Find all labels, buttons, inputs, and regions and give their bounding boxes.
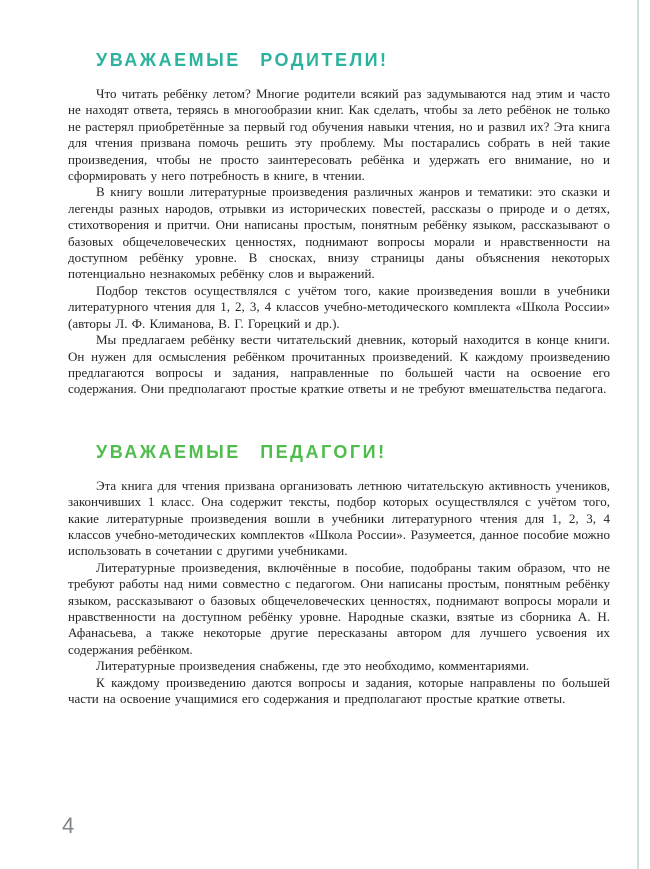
section-teachers xyxy=(68,442,610,708)
paragraph: Что читать ребёнку летом? Многие родители всякий раз задумываются над этим и часто не находят ответа, теряясь в многообразии книг. Как сделать, чтобы за лето ребёнок не только не растерял приобретённые за первый год обучения навыки чтения, но и развил их? Эта книга для чтения призвана помочь решить эту проблему. Мы постарались собрать в ней такие произведения, чтобы не просто заинтересовать ребёнка и удержать его внимание, но и сформировать у него потребность в книге, в чтении. xyxy=(68,86,610,184)
section-heading-teachers: УВАЖАЕМЫЕ ПЕДАГОГИ! xyxy=(96,441,387,462)
paragraph: Эта книга для чтения призвана организовать летнюю читательскую активность учеников, закончивших 1 класс. Она содержит тексты, подбор которых осуществлялся с учётом того, какие литературные произведения вошли в учебники литературного чтения для 1, 2, 3, 4 классов учебно-методических комплектов «Школа России». Разумеется, данное пособие можно использовать в сочетании с другими учебниками. xyxy=(68,477,610,559)
paragraph: Литературные произведения, включённые в пособие, подобраны таким образом, что не требуют работы над ними совместно с педагогом. Они написаны простым, понятным ребёнку языком, рассказывают о базовых общечеловеческих ценностях, поднимают вопросы морали и нравственности на доступном ребёнку уровне. Народные сказки, взятые из сборника А. Н. Афанасьева, а также некоторые другие пересказаны автором для лучшего усвоения их содержания ребёнком. xyxy=(68,559,610,657)
paragraph: К каждому произведению даются вопросы и задания, которые направлены по большей части на освоение учащимися его содержания и предполагают простые краткие ответы. xyxy=(68,674,610,706)
section-heading-parents: УВАЖАЕМЫЕ РОДИТЕЛИ! xyxy=(96,50,389,70)
paragraph: Мы предлагаем ребёнку вести читательский дневник, который находится в конце книги. Он нужен для осмысления ребёнком прочитанных произведений. К каждому произведению предлагаются вопросы и задания, направленные по большей части на освоение его содержания. Они предполагают простые краткие ответы и не требуют вмешательства педагога. xyxy=(68,332,610,397)
section-parents xyxy=(68,50,610,398)
page-number: 4 xyxy=(62,813,75,838)
paragraph: Литературные произведения снабжены, где это необходимо, комментариями. xyxy=(96,658,530,674)
page-edge-line xyxy=(637,0,639,869)
paragraph: В книгу вошли литературные произведения различных жанров и тематики: это сказки и легенды разных народов, отрывки из исторических повестей, рассказы о природе и о детях, стихотворения и притчи. Они написаны простым, понятным ребёнку языком, рассказывают о базовых общечеловеческих ценностях, поднимают вопросы морали и нравственности на доступном ребёнку уровне. В сносках, внизу страницы даны объяснения некоторых потенциально незнакомых ребёнку слов и выражений. xyxy=(68,184,610,282)
paragraph: Подбор текстов осуществлялся с учётом того, какие произведения вошли в учебники литературного чтения для 1, 2, 3, 4 классов учебно-методического комплекта «Школа России» (авторы Л. Ф. Климанова, В. Г. Горецкий и др.). xyxy=(68,282,610,331)
